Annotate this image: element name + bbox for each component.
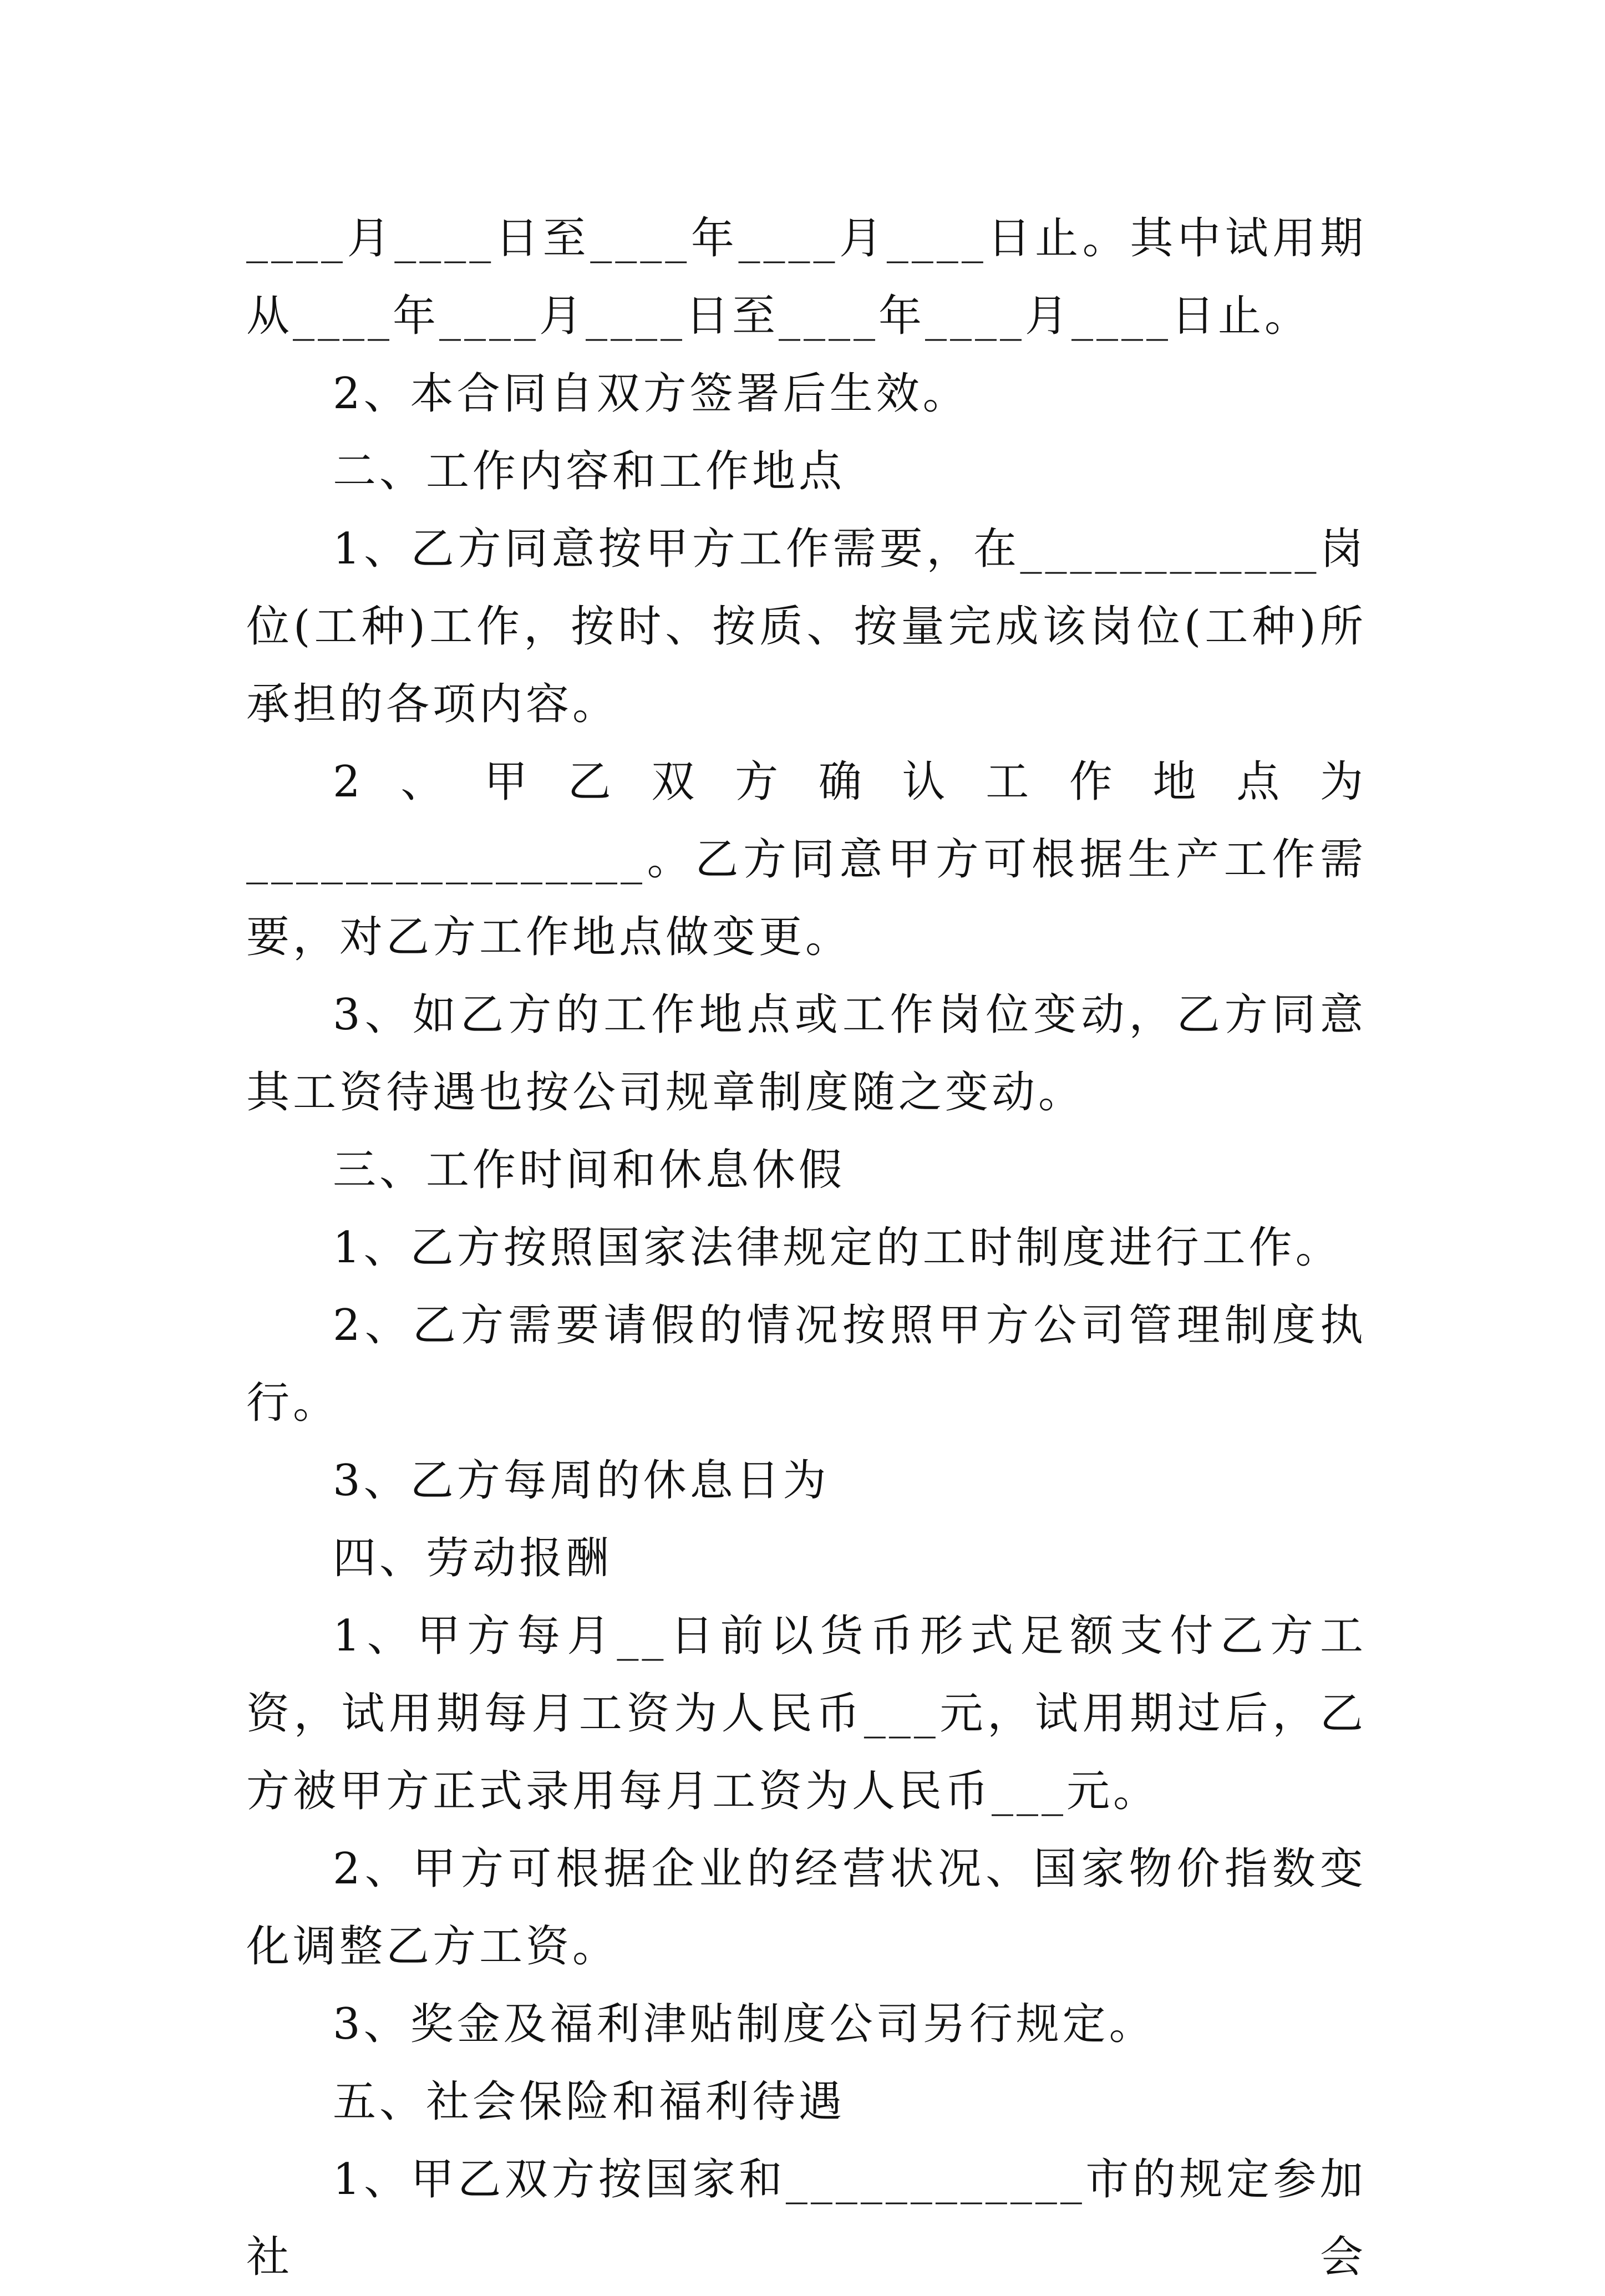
paragraph-bonus: 3、奖金及福利津贴制度公司另行规定。 [333, 1999, 1156, 2049]
paragraph-salary-payment: 1、甲方每月__日前以货币形式足额支付乙方工资，试用期每月工资为人民币___元，试用期过后，乙方被甲方正式录用每月工资为人民币___元。 [246, 1611, 1367, 1816]
section-heading-work-time: 三、工作时间和休息休假 [333, 1145, 846, 1195]
paragraph-trial-period: ____月____日至____年____月____日止。其中试用期从____年____月____日至____年____月____日止。 [246, 214, 1367, 341]
paragraph-work-location: 2、甲乙双方确认工作地点为________________。乙方同意甲方可根据生产工作需要，对乙方工作地点做变更。 [246, 757, 1367, 962]
paragraph-position-change: 3、如乙方的工作地点或工作岗位变动，乙方同意其工资待遇也按公司规章制度随之变动。 [246, 990, 1367, 1117]
paragraph-leave: 2、乙方需要请假的情况按照甲方公司管理制度执行。 [246, 1301, 1367, 1428]
contract-body [246, 200, 1367, 2296]
paragraph-effective: 2、本合同自双方签署后生效。 [333, 369, 969, 419]
section-heading-work-content: 二、工作内容和工作地点 [333, 446, 846, 496]
paragraph-salary-adjustment: 2、甲方可根据企业的经营状况、国家物价指数变化调整乙方工资。 [246, 1844, 1367, 1972]
paragraph-rest-days: 3、乙方每周的休息日为 [333, 1456, 830, 1506]
paragraph-social-insurance: 1、甲乙双方按国家和____________市的规定参加社会 [246, 2155, 1367, 2282]
paragraph-position: 1、乙方同意按甲方工作需要，在____________岗位(工种)工作，按时、按质、按量完成该岗位(工种)所承担的各项内容。 [246, 524, 1367, 729]
paragraph-working-hours: 1、乙方按照国家法律规定的工时制度进行工作。 [333, 1223, 1342, 1273]
section-heading-remuneration: 四、劳动报酬 [333, 1533, 613, 1583]
section-heading-social-insurance: 五、社会保险和福利待遇 [333, 2077, 846, 2127]
